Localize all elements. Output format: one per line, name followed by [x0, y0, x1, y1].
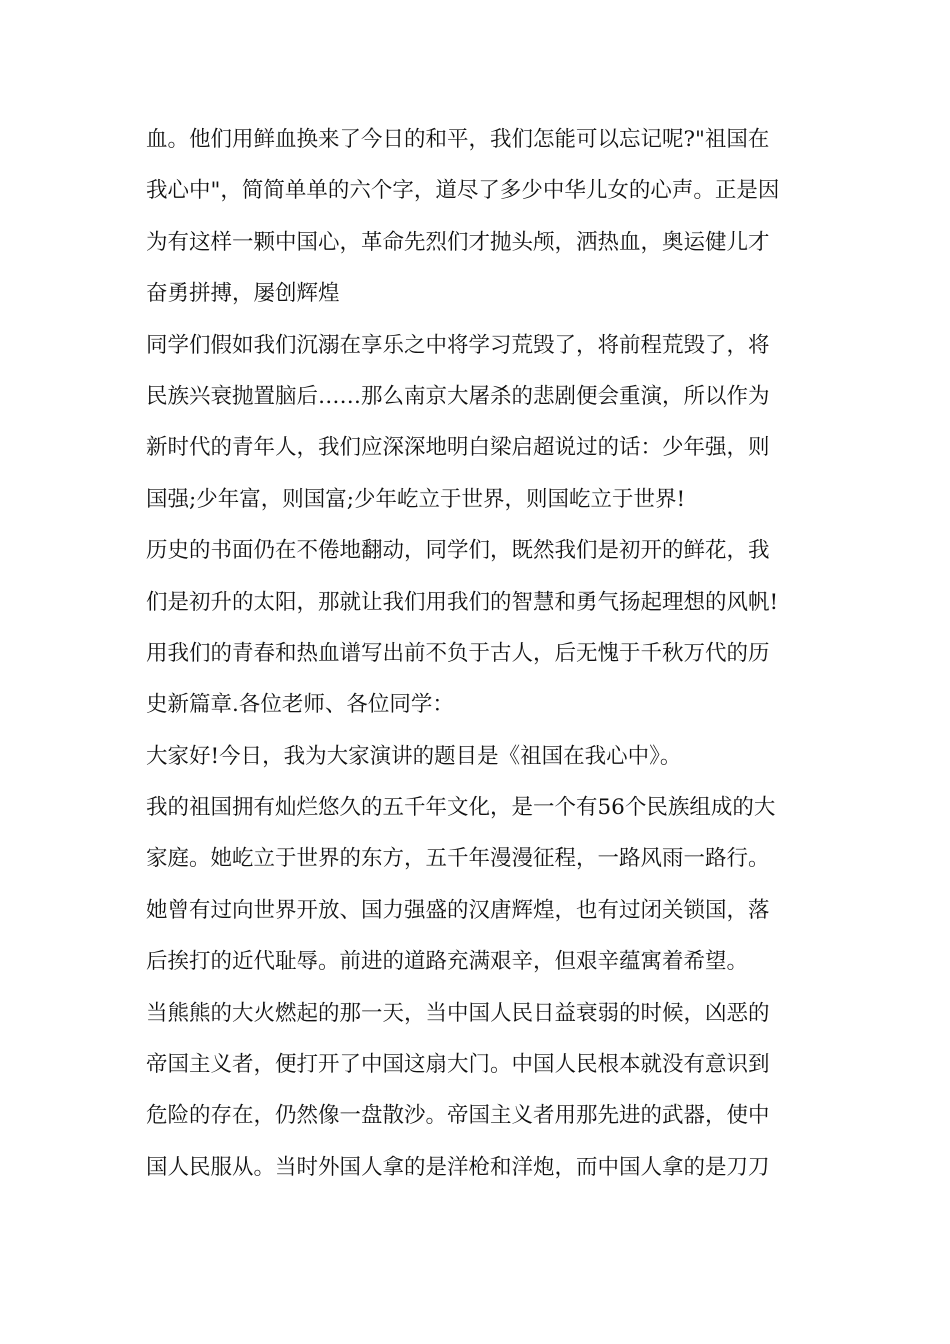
- text-line: 奋勇拼搏，屡创辉煌: [146, 281, 340, 307]
- text-line: 她曾有过向世界开放、国力强盛的汉唐辉煌，也有过闭关锁国，落: [146, 897, 770, 923]
- text-line: 我的祖国拥有灿烂悠久的五千年文化，是一个有56个民族组成的大: [146, 795, 776, 821]
- text-line: 当熊熊的大火燃起的那一天，当中国人民日益衰弱的时候，凶恶的: [146, 1000, 770, 1026]
- text-line: 帝国主义者，便打开了中国这扇大门。中国人民根本就没有意识到: [146, 1052, 770, 1078]
- text-line: 大家好!今日，我为大家演讲的题目是《祖国在我心中》。: [146, 743, 682, 769]
- text-line: 国人民服从。当时外国人拿的是洋枪和洋炮，而中国人拿的是刀刀: [146, 1154, 770, 1180]
- document-body: [146, 114, 810, 1193]
- text-line: 历史的书面仍在不倦地翻动，同学们，既然我们是初开的鲜花，我: [146, 538, 770, 564]
- text-line: 同学们假如我们沉溺在享乐之中将学习荒毁了，将前程荒毁了，将: [146, 332, 770, 358]
- text-line: 家庭。她屹立于世界的东方，五千年漫漫征程，一路风雨一路行。: [146, 846, 770, 872]
- text-line: 国强;少年富，则国富;少年屹立于世界，则国屹立于世界!: [146, 486, 686, 512]
- text-line: 史新篇章.各位老师、各位同学：: [146, 692, 454, 718]
- text-line: 用我们的青春和热血谱写出前不负于古人，后无愧于千秋万代的历: [146, 640, 770, 666]
- text-line: 为有这样一颗中国心，革命先烈们才抛头颅，洒热血，奥运健儿才: [146, 229, 770, 255]
- text-line: 我心中"，简简单单的六个字，道尽了多少中华儿女的心声。正是因: [146, 178, 780, 204]
- text-line: 后挨打的近代耻辱。前进的道路充满艰辛，但艰辛蕴寓着希望。: [146, 949, 749, 975]
- text-line: 危险的存在，仍然像一盘散沙。帝国主义者用那先进的武器，使中: [146, 1103, 770, 1129]
- text-line: 新时代的青年人，我们应深深地明白梁启超说过的话：少年强，则: [146, 435, 770, 461]
- text-line: 民族兴衰抛置脑后……那么南京大屠杀的悲剧便会重演，所以作为: [146, 383, 770, 409]
- text-line: 血。他们用鲜血换来了今日的和平，我们怎能可以忘记呢?"祖国在: [146, 127, 770, 152]
- text-line: 们是初升的太阳，那就让我们用我们的智慧和勇气扬起理想的风帆!: [146, 589, 779, 615]
